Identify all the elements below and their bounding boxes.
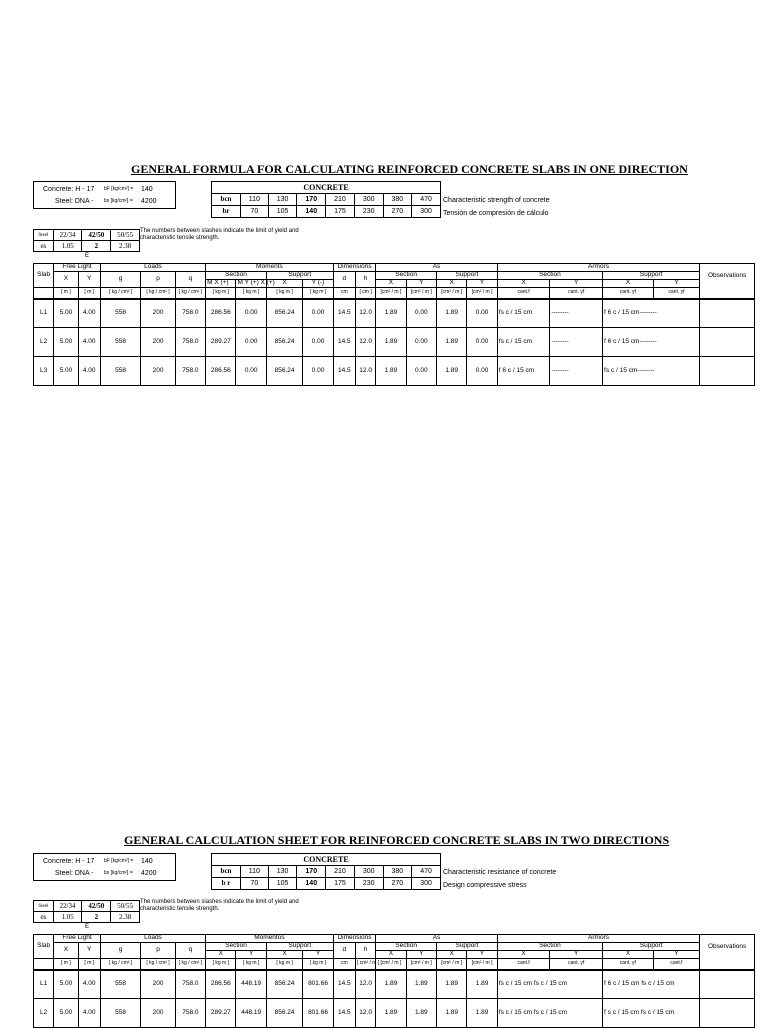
steel-row-label: es: [34, 912, 54, 923]
cell-g: 558: [100, 357, 141, 386]
header-as-support: Support: [436, 943, 497, 951]
cell-y: 4.00: [78, 299, 100, 328]
cell-as2: 1.89: [406, 970, 436, 999]
cell-as4: 1.89: [467, 999, 497, 1028]
cell-p: 200: [141, 357, 175, 386]
cell-armor-2: --------: [550, 357, 603, 386]
sheet2-steel-table: [33, 900, 140, 923]
cell-d: 14.5: [333, 999, 355, 1028]
header-as-section: Section: [376, 272, 437, 280]
units-as3: [cm² / m ]: [436, 288, 466, 299]
concrete-cell: 105: [268, 878, 297, 890]
steel-row-label: Steel: [34, 901, 54, 912]
cell-q: 758.0: [175, 357, 205, 386]
header-g: g: [100, 943, 141, 959]
cell-armor-section: fs c / 15 cm fs c / 15 cm: [497, 970, 602, 999]
cell-h: 12.0: [355, 328, 375, 357]
cell-m1: 289.27: [206, 999, 236, 1028]
units-x: [ m ]: [54, 288, 78, 299]
header-slab: Slab: [34, 935, 54, 959]
cell-as1: 1.89: [376, 357, 406, 386]
header-p: p: [141, 272, 175, 288]
table-row: [34, 299, 755, 328]
units-as4: [cm² / m ]: [467, 288, 497, 299]
cell-x: 5.00: [54, 299, 78, 328]
cell-g: 558: [100, 999, 141, 1028]
cell-as2: 0.00: [406, 299, 436, 328]
cell-armor-support: f 6 c / 15 cm fs c / 15 cm: [603, 970, 700, 999]
steel-grade: Steel: DNA -: [55, 198, 94, 205]
units-ar3: cant. yf: [603, 288, 654, 299]
units-m4: [ kg m ]: [303, 959, 333, 970]
cell-m3: 856.24: [266, 299, 302, 328]
steel-cell: 50/55: [111, 901, 140, 912]
cell-d: 14.5: [333, 970, 355, 999]
units-as2: [cm² / m ]: [406, 288, 436, 299]
steel-cell: 22/34: [53, 230, 82, 241]
steel-cell: 1.05: [53, 241, 82, 252]
concrete-cell: 175: [326, 878, 355, 890]
cell-armor-2: --------: [550, 328, 603, 357]
steel-cell: 22/34: [53, 901, 82, 912]
cell-g: 558: [100, 328, 141, 357]
table-row: [34, 328, 755, 357]
concrete-cell: 470: [412, 866, 441, 878]
cell-p: 200: [141, 328, 175, 357]
units-m2: [ kg m ]: [236, 959, 266, 970]
steel-cell: 42/50: [82, 901, 111, 912]
concrete-row-label: br: [212, 206, 241, 218]
cell-h: 12.0: [355, 357, 375, 386]
header-as: As: [376, 264, 498, 272]
cell-d: 14.5: [333, 299, 355, 328]
units-ar2: cant. yf: [550, 288, 603, 299]
sheet2-slab-table: [33, 934, 755, 1028]
cell-armor-2: --------: [550, 299, 603, 328]
header-ar-sx: X: [603, 951, 654, 959]
cell-q: 758.0: [175, 999, 205, 1028]
cell-m4: 801.66: [303, 999, 333, 1028]
header-q: q: [175, 943, 205, 959]
steel-cell: 2: [82, 241, 111, 252]
header-x: X: [54, 943, 78, 959]
cell-h: 12.0: [355, 299, 375, 328]
cell-as4: 0.00: [467, 299, 497, 328]
cell-m2: 448.19: [236, 970, 266, 999]
header-as-y: Y: [406, 951, 436, 959]
concrete-grade: Concrete: H - 17: [43, 186, 95, 193]
header-moments: Momentos: [206, 935, 334, 943]
header-moments: Moments: [206, 264, 334, 272]
steel-value: 4200: [141, 870, 157, 877]
sheet1-slab-table: [33, 263, 755, 386]
steel-note: The numbers between slashes indicate the limit of yield and characteristic tensile strength.: [140, 899, 299, 913]
units-d: cm: [333, 959, 355, 970]
cell-m3: 856.24: [266, 999, 302, 1028]
header-armors: Armors: [497, 935, 699, 943]
steel-cell: 50/55: [111, 230, 140, 241]
steel-note: The numbers between slashes indicate the limit of yield and characteristic tensile strength.: [140, 228, 299, 242]
sheet1-concrete-table: [211, 181, 441, 218]
sheet1-steel-table: [33, 229, 140, 252]
cell-as3: 1.89: [436, 299, 466, 328]
concrete-cell: 70: [241, 206, 269, 218]
header-observations: Observations: [700, 264, 755, 288]
cell-m2: 448.19: [236, 999, 266, 1028]
header-m-y: Y: [236, 951, 266, 959]
concrete-row-label: bcn: [212, 866, 241, 878]
cell-m1: 286.56: [206, 299, 236, 328]
cell-d: 14.5: [333, 357, 355, 386]
concrete-cell: 140: [297, 206, 326, 218]
cell-q: 758.0: [175, 970, 205, 999]
units-y: [ m ]: [78, 288, 100, 299]
cell-m3: 856.24: [266, 328, 302, 357]
header-q: q: [175, 272, 205, 288]
cell-q: 758.0: [175, 299, 205, 328]
concrete-note-2: Tensión de compresión de cálculo: [443, 210, 549, 217]
cell-p: 200: [141, 970, 175, 999]
cell-m4: 0.00: [303, 299, 333, 328]
header-support-y: Y (-): [303, 280, 333, 288]
units-y: [ m ]: [78, 959, 100, 970]
header-armor-section: Section: [497, 272, 602, 280]
header-armor-support: Support: [603, 272, 700, 280]
units-p: [ kg / cm² ]: [141, 288, 175, 299]
table-row: [34, 357, 755, 386]
cell-slab: L1: [34, 970, 54, 999]
concrete-cell: 175: [326, 206, 355, 218]
cell-m4: 0.00: [303, 328, 333, 357]
units-as2: [cm² / m ]: [406, 959, 436, 970]
steel-extra-label: E: [85, 924, 90, 930]
units-m3: [ kg m ]: [266, 288, 302, 299]
units-p: [ kg / cm² ]: [141, 959, 175, 970]
units-g: [ kg / cm² ]: [100, 288, 141, 299]
cell-x: 5.00: [54, 328, 78, 357]
header-m-x: X: [206, 951, 236, 959]
header-moment-section: Section: [206, 943, 267, 951]
cell-y: 4.00: [78, 999, 100, 1028]
concrete-cell: 270: [383, 878, 412, 890]
cell-h: 12.0: [355, 970, 375, 999]
header-my: M Y (+) X (+): [237, 279, 275, 287]
header-ar-x: X: [497, 280, 550, 288]
header-y: Y: [78, 943, 100, 959]
cell-g: 558: [100, 299, 141, 328]
header-as-sy: Y: [467, 280, 497, 288]
concrete-note-2: Design compressive stress: [443, 882, 527, 889]
header-as-section: Section: [376, 943, 437, 951]
steel-row-label: es: [34, 241, 54, 252]
concrete-cell: 380: [383, 866, 412, 878]
concrete-cell: 140: [297, 878, 326, 890]
units-h: [ cm² / m ]: [355, 959, 375, 970]
header-ar-sx: X: [603, 280, 654, 288]
units-as3: [cm² / m ]: [436, 959, 466, 970]
header-d: d: [333, 943, 355, 959]
header-moment-section: Section: [206, 272, 267, 280]
cell-as1: 1.89: [376, 299, 406, 328]
cell-as1: 1.89: [376, 999, 406, 1028]
steel-symbol: bs [kg/cm²] =: [104, 870, 133, 876]
header-armor-section: Section: [497, 943, 602, 951]
cell-as3: 1.89: [436, 357, 466, 386]
cell-m1: 289.27: [206, 328, 236, 357]
concrete-note-1: Characteristic strength of concrete: [443, 197, 550, 204]
header-moment-support: Support: [266, 943, 333, 951]
cell-g: 558: [100, 970, 141, 999]
header-mx: M X (+): [206, 280, 236, 288]
cell-as1: 1.89: [376, 970, 406, 999]
units-ar1: cant.f: [497, 959, 550, 970]
header-as-support: Support: [436, 272, 497, 280]
cell-m3: 856.24: [266, 357, 302, 386]
cell-p: 200: [141, 999, 175, 1028]
units-m4: [ kg m ]: [303, 288, 333, 299]
sheet1-materials-box: [33, 181, 176, 209]
concrete-cell: 130: [268, 194, 297, 206]
header-as-sx: X: [436, 951, 466, 959]
cell-armor-3: f 6 c / 15 cm--------: [603, 328, 700, 357]
steel-cell: 2: [82, 912, 111, 923]
cell-armor-support: f s c / 15 cm fs c / 15 cm: [603, 999, 700, 1028]
concrete-grade: Concrete: H - 17: [43, 858, 95, 865]
cell-as1: 1.89: [376, 328, 406, 357]
concrete-row-label: b r: [212, 878, 241, 890]
header-h: h: [355, 272, 375, 288]
header-slab: Slab: [34, 264, 54, 288]
sheet1-title: GENERAL FORMULA FOR CALCULATING REINFORCED CONCRETE SLABS IN ONE DIRECTION: [131, 162, 688, 176]
header-m-sx: X: [266, 951, 302, 959]
concrete-cell: 470: [412, 194, 441, 206]
steel-extra-label: E: [85, 253, 90, 259]
sheet2-title: GENERAL CALCULATION SHEET FOR REINFORCED CONCRETE SLABS IN TWO DIRECTIONS: [124, 833, 670, 847]
header-y: Y: [78, 272, 100, 288]
units-q: [ kg / cm² ]: [175, 288, 205, 299]
concrete-value: 140: [141, 858, 153, 865]
header-free-light: Free Light: [54, 935, 101, 943]
header-as-x: X: [376, 280, 406, 288]
concrete-cell: 300: [412, 206, 441, 218]
steel-symbol: bs [kg/cm²] =: [104, 198, 133, 204]
header-m-sy: Y: [303, 951, 333, 959]
sheet2-materials-box: [33, 853, 176, 881]
cell-q: 758.0: [175, 328, 205, 357]
concrete-cell: 210: [326, 194, 355, 206]
header-h: h: [355, 943, 375, 959]
steel-grade: Steel: DNA -: [55, 870, 94, 877]
header-ar-sy: Y: [653, 951, 700, 959]
concrete-cell: 110: [241, 866, 269, 878]
units-m2: [ kg m ]: [236, 288, 266, 299]
concrete-cell: 105: [268, 206, 297, 218]
cell-m3: 856.24: [266, 970, 302, 999]
steel-cell: 1.05: [53, 912, 82, 923]
cell-x: 5.00: [54, 999, 78, 1028]
units-as1: [cm² / m ]: [376, 288, 406, 299]
cell-h: 12.0: [355, 999, 375, 1028]
concrete-row-label: bcn: [212, 194, 241, 206]
cell-m2: 0.00: [236, 328, 266, 357]
cell-as4: 0.00: [467, 328, 497, 357]
cell-as2: 0.00: [406, 328, 436, 357]
cell-observations: [700, 970, 755, 999]
header-free-light: Free Light: [54, 264, 101, 272]
concrete-note-1: Characteristic resistance of concrete: [443, 869, 557, 876]
cell-m2: 0.00: [236, 357, 266, 386]
concrete-header: CONCRETE: [212, 854, 441, 866]
cell-as2: 1.89: [406, 999, 436, 1028]
cell-as2: 0.00: [406, 357, 436, 386]
units-slab: [34, 288, 54, 299]
header-support-x: X: [266, 280, 302, 288]
cell-x: 5.00: [54, 970, 78, 999]
units-obs: [700, 959, 755, 970]
cell-observations: [700, 357, 755, 386]
cell-armor-3: f 6 c / 15 cm--------: [603, 299, 700, 328]
cell-y: 4.00: [78, 970, 100, 999]
units-ar4: cant. yf: [653, 288, 700, 299]
concrete-cell: 230: [354, 206, 383, 218]
concrete-cell: 170: [297, 194, 326, 206]
header-observations: Observations: [700, 935, 755, 959]
concrete-cell: 70: [241, 878, 269, 890]
header-as-sx: X: [436, 280, 466, 288]
units-m1: [ kg m ]: [206, 288, 236, 299]
cell-slab: L3: [34, 357, 54, 386]
cell-y: 4.00: [78, 357, 100, 386]
table-row: [34, 999, 755, 1028]
header-g: g: [100, 272, 141, 288]
cell-slab: L2: [34, 328, 54, 357]
units-q: [ kg / cm² ]: [175, 959, 205, 970]
header-loads: Loads: [100, 264, 205, 272]
header-loads: Loads: [100, 935, 205, 943]
header-as: As: [376, 935, 498, 943]
cell-slab: L1: [34, 299, 54, 328]
cell-armor-1: fs c / 15 cm: [497, 299, 550, 328]
concrete-symbol: bF [kg/cm²] =: [104, 186, 134, 192]
header-x: X: [54, 272, 78, 288]
concrete-symbol: bF [kg/cm²] =: [104, 858, 134, 864]
concrete-cell: 270: [383, 206, 412, 218]
units-as1: [cm² / m ]: [376, 959, 406, 970]
cell-observations: [700, 328, 755, 357]
header-as-sy: Y: [467, 951, 497, 959]
units-d: cm: [333, 288, 355, 299]
header-moment-support: Support: [266, 272, 333, 280]
header-ar-x: X: [497, 951, 550, 959]
header-as-y: Y: [406, 280, 436, 288]
units-obs: [700, 288, 755, 299]
header-ar-y: Y: [550, 280, 603, 288]
units-ar4: cant.f: [653, 959, 700, 970]
units-slab: [34, 959, 54, 970]
header-ar-sy: Y: [653, 280, 700, 288]
cell-y: 4.00: [78, 328, 100, 357]
concrete-cell: 130: [268, 866, 297, 878]
units-x: [ m ]: [54, 959, 78, 970]
header-p: p: [141, 943, 175, 959]
cell-m1: 286.56: [206, 357, 236, 386]
cell-armor-1: fs c / 15 cm: [497, 328, 550, 357]
concrete-cell: 300: [354, 866, 383, 878]
header-armors: Armors: [497, 264, 699, 272]
units-m3: [ kg m ]: [266, 959, 302, 970]
cell-observations: [700, 299, 755, 328]
table-row: [34, 970, 755, 999]
units-ar2: cant. yf: [550, 959, 603, 970]
cell-p: 200: [141, 299, 175, 328]
cell-as4: 1.89: [467, 970, 497, 999]
concrete-header: CONCRETE: [212, 182, 441, 194]
concrete-cell: 110: [241, 194, 269, 206]
cell-d: 14.5: [333, 328, 355, 357]
header-as-x: X: [376, 951, 406, 959]
cell-m4: 801.66: [303, 970, 333, 999]
concrete-value: 140: [141, 186, 153, 193]
concrete-cell: 210: [326, 866, 355, 878]
units-as4: [cm² / m ]: [467, 959, 497, 970]
steel-cell: 2.38: [111, 912, 140, 923]
units-ar1: cant.f: [497, 288, 550, 299]
cell-x: 5.00: [54, 357, 78, 386]
cell-m1: 286.56: [206, 970, 236, 999]
sheet2-concrete-table: [211, 853, 441, 890]
cell-armor-section: fs c / 15 cm fs c / 15 cm: [497, 999, 602, 1028]
header-d: d: [333, 272, 355, 288]
header-dimensions: Dimensions: [333, 935, 376, 943]
cell-observations: [700, 999, 755, 1028]
cell-as3: 1.89: [436, 328, 466, 357]
header-dimensions: Dimensions: [333, 264, 376, 272]
cell-as4: 0.00: [467, 357, 497, 386]
cell-slab: L2: [34, 999, 54, 1028]
header-armor-support: Support: [603, 943, 700, 951]
cell-as3: 1.89: [436, 970, 466, 999]
concrete-cell: 380: [383, 194, 412, 206]
cell-armor-1: f 6 c / 15 cm: [497, 357, 550, 386]
units-h: [ cm ]: [355, 288, 375, 299]
steel-row-label: Steel: [34, 230, 54, 241]
steel-value: 4200: [141, 198, 157, 205]
cell-as3: 1.89: [436, 999, 466, 1028]
cell-armor-3: fs c / 15 cm--------: [603, 357, 700, 386]
concrete-cell: 300: [354, 194, 383, 206]
cell-m4: 0.00: [303, 357, 333, 386]
concrete-cell: 300: [412, 878, 441, 890]
steel-cell: 42/50: [82, 230, 111, 241]
header-ar-y: Y: [550, 951, 603, 959]
units-g: [ kg / cm² ]: [100, 959, 141, 970]
units-ar3: cant. yf: [603, 959, 654, 970]
steel-cell: 2.38: [111, 241, 140, 252]
units-m1: [ kg m ]: [206, 959, 236, 970]
concrete-cell: 230: [354, 878, 383, 890]
cell-m2: 0.00: [236, 299, 266, 328]
concrete-cell: 170: [297, 866, 326, 878]
